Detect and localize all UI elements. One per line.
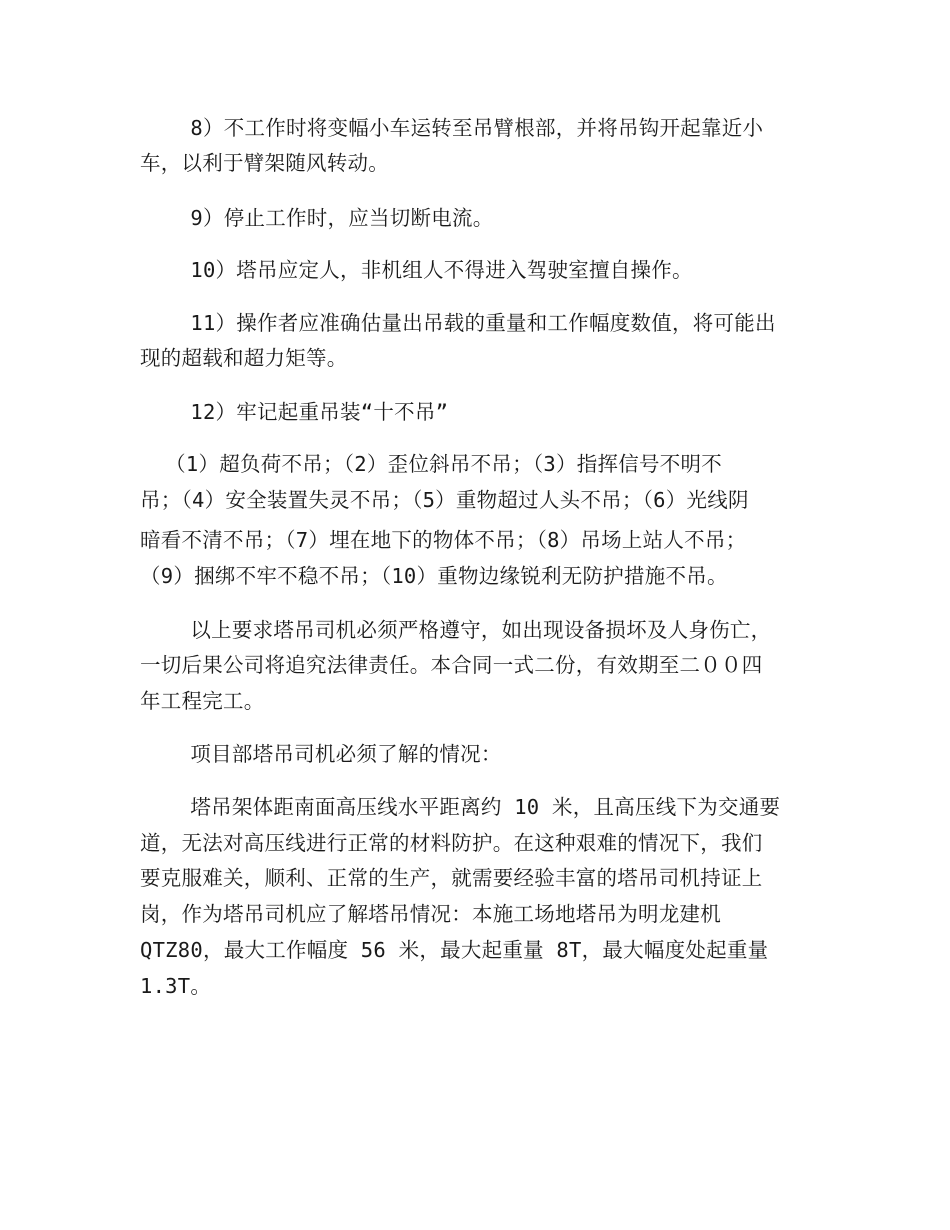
text-line: QTZ80，最大工作幅度 56 米，最大起重量 8T，最大幅度处起重量 — [140, 938, 769, 962]
text-line: （9）捆绑不牢不稳不吊；（10）重物边缘锐利无防护措施不吊。 — [140, 564, 728, 588]
text-line: 岗，作为塔吊司机应了解塔吊情况：本施工场地塔吊为明龙建机 — [140, 902, 721, 926]
text-line: 10）塔吊应定人，非机组人不得进入驾驶室擅自操作。 — [140, 258, 693, 282]
text-line: 要克服难关，顺利、正常的生产，就需要经验丰富的塔吊司机持证上 — [140, 866, 763, 890]
text-line: 项目部塔吊司机必须了解的情况： — [140, 742, 502, 766]
text-line: 一切后果公司将追究法律责任。本合同一式二份，有效期至二００四 — [140, 653, 763, 677]
text-line: 1.3T。 — [140, 974, 212, 998]
text-line: 年工程完工。 — [140, 689, 265, 713]
text-line: 9）停止工作时，应当切断电流。 — [140, 206, 494, 230]
text-line: 以上要求塔吊司机必须严格遵守，如出现设备损坏及人身伤亡， — [140, 618, 772, 642]
text-line: 11）操作者应准确估量出吊载的重量和工作幅度数值，将可能出 — [140, 311, 776, 335]
text-line: 道，无法对高压线进行正常的材料防护。在这种艰难的情况下，我们 — [140, 831, 763, 855]
text-line: 吊；（4）安全装置失灵不吊；（5）重物超过人头不吊；（6）光线阴 — [140, 488, 749, 512]
text-line: （1）超负荷不吊；（2）歪位斜吊不吊；（3）指挥信号不明不 — [140, 452, 722, 476]
text-line: 塔吊架体距南面高压线水平距离约 10 米，且高压线下为交通要 — [140, 795, 781, 819]
text-line: 12）牢记起重吊装“十不吊” — [140, 400, 449, 424]
text-line: 车，以利于臂架随风转动。 — [140, 151, 389, 175]
text-line: 暗看不清不吊；（7）埋在地下的物体不吊；（8）吊场上站人不吊； — [140, 528, 747, 552]
text-line: 8）不工作时将变幅小车运转至吊臂根部，并将吊钩开起靠近小 — [140, 116, 764, 140]
text-line: 现的超载和超力矩等。 — [140, 346, 348, 370]
